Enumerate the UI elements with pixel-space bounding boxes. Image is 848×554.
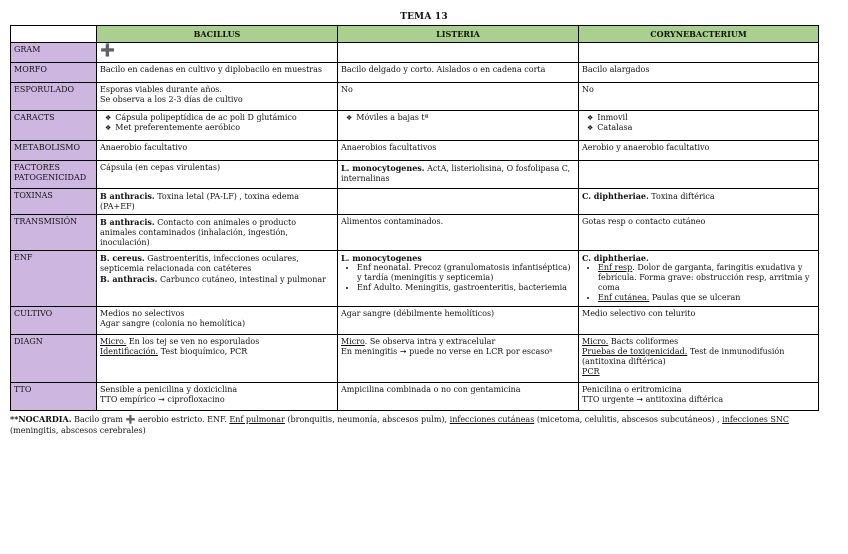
cell-gram-coryne xyxy=(579,43,819,63)
cell-transmision-bacillus: B anthracis. Contacto con animales o producto animales contaminados (inhalación, ingestión, inoculación) xyxy=(97,215,338,251)
cell-esporulado-bacillus: Esporas viables durante años. Se observa a los 2-3 días de cultivo xyxy=(97,83,338,111)
cell-tto-coryne: Penicilina o eritromicina TTO urgente ➞ antitoxina diftérica xyxy=(579,383,819,411)
cell-metabolismo-coryne: Aerobio y anaerobio facultativo xyxy=(579,141,819,161)
column-header-corynebacterium: CORYNEBACTERIUM xyxy=(579,26,819,43)
row-header-toxinas: TOXINAS xyxy=(11,189,97,215)
cell-morfo-bacillus: Bacilo en cadenas en cultivo y diplobacilo en muestras xyxy=(97,63,338,83)
cell-factores-coryne xyxy=(579,161,819,189)
cell-metabolismo-bacillus: Anaerobio facultativo xyxy=(97,141,338,161)
table-row xyxy=(11,111,819,141)
cell-caracts-listeria xyxy=(338,111,579,141)
list-item: ❖ Cápsula polipeptídica de ac poli D glutámico xyxy=(105,113,334,123)
list-item: • Enf resp. Dolor de garganta, faringitis exudativa y febrícula. Forma grave: obstrucción resp, arritmia y coma xyxy=(598,263,815,293)
table-row xyxy=(11,307,819,335)
row-header-gram: GRAM xyxy=(11,43,97,63)
row-header-transmision: TRANSMISIÓN xyxy=(11,215,97,251)
cell-enf-listeria: L. monocytogenes • Enf neonatal. Precoz (granulomatosis infantiséptica) y tardía (meningitis y septicemia) • Enf Adulto. Meningitis, gastroenteritis, bacteriemia xyxy=(338,251,579,307)
table-row xyxy=(11,161,819,189)
table-row xyxy=(11,63,819,83)
cell-toxinas-listeria xyxy=(338,189,579,215)
row-header-metabolismo: METABOLISMO xyxy=(11,141,97,161)
cell-metabolismo-listeria: Anaerobios facultativos xyxy=(338,141,579,161)
cell-caracts-bacillus xyxy=(97,111,338,141)
plus-icon: ➕ xyxy=(100,43,115,57)
table-row xyxy=(11,141,819,161)
column-header-listeria: LISTERIA xyxy=(338,26,579,43)
cell-enf-bacillus: B. cereus. Gastroenteritis, infecciones oculares, septicemia relacionada con catéteres B. anthracis. Carbunco cutáneo, intestinal y pulmonar xyxy=(97,251,338,307)
row-header-factores: FACTORES PATOGENICIDAD xyxy=(11,161,97,189)
cell-factores-listeria: L. monocytogenes. ActA, listeriolisina, O fosfolipasa C, internalinas xyxy=(338,161,579,189)
cell-morfo-coryne: Bacilo alargados xyxy=(579,63,819,83)
list-item: • Enf cutánea. Paulas que se ulceran xyxy=(598,293,815,303)
row-header-tto: TTO xyxy=(11,383,97,411)
list-item: • Enf neonatal. Precoz (granulomatosis infantiséptica) y tardía (meningitis y septicemia) xyxy=(357,263,575,283)
nocardia-note: **NOCARDIA. Bacilo gram ➕ aerobio estricto. ENF. Enf pulmonar (bronquitis, neumonía, abscesos pulm), infecciones cutáneas (micetoma, celulitis, abscesos subcutáneos) , infecciones SNC (meningitis, abscesos cerebrales) xyxy=(10,414,790,435)
cell-caracts-coryne xyxy=(579,111,819,141)
comparison-table xyxy=(10,25,819,411)
cell-tto-bacillus: Sensible a penicilina y doxiciclina TTO empírico ➞ ciprofloxacino xyxy=(97,383,338,411)
cell-morfo-listeria: Bacilo delgado y corto. Aislados o en cadena corta xyxy=(338,63,579,83)
cell-cultivo-bacillus: Medios no selectivos Agar sangre (colonia no hemolítica) xyxy=(97,307,338,335)
list-item: ❖ Met preferentemente aeróbico xyxy=(105,123,334,133)
row-header-caracts: CARACTS xyxy=(11,111,97,141)
row-header-cultivo: CULTIVO xyxy=(11,307,97,335)
cell-toxinas-bacillus: B anthracis. Toxina letal (PA-LF) , toxina edema (PA+EF) xyxy=(97,189,338,215)
cell-cultivo-coryne: Medio selectivo con telurito xyxy=(579,307,819,335)
list-item: • Enf Adulto. Meningitis, gastroenteritis, bacteriemia xyxy=(357,283,575,293)
list-item: ❖ Inmovil xyxy=(587,113,815,123)
corner-cell xyxy=(11,26,97,43)
cell-diagn-bacillus: Micro. En los tej se ven no esporulados Identificación. Test bioquímico, PCR xyxy=(97,335,338,383)
cell-transmision-listeria: Alimentos contaminados. xyxy=(338,215,579,251)
page-title: TEMA 13 xyxy=(400,12,448,22)
cell-toxinas-coryne: C. diphtheriae. Toxina diftérica xyxy=(579,189,819,215)
cell-tto-listeria: Ampicilina combinada o no con gentamicina xyxy=(338,383,579,411)
table-row xyxy=(11,83,819,111)
table-row xyxy=(11,383,819,411)
row-header-diagn: DIAGN xyxy=(11,335,97,383)
row-header-enf: ENF xyxy=(11,251,97,307)
table-row xyxy=(11,189,819,215)
table-row xyxy=(11,251,819,307)
cell-enf-coryne: C. diphtheriae. • Enf resp. Dolor de garganta, faringitis exudativa y febrícula. Forma grave: obstrucción resp, arritmia y coma • Enf cutánea. Paulas que se ulceran xyxy=(579,251,819,307)
list-item: ❖ Catalasa xyxy=(587,123,815,133)
cell-cultivo-listeria: Agar sangre (débilmente hemolíticos) xyxy=(338,307,579,335)
column-header-bacillus: BACILLUS xyxy=(97,26,338,43)
list-item: ❖ Móviles a bajas tª xyxy=(346,113,575,123)
table-row xyxy=(11,43,819,63)
cell-esporulado-coryne: No xyxy=(579,83,819,111)
cell-factores-bacillus: Cápsula (en cepas virulentas) xyxy=(97,161,338,189)
cell-diagn-listeria: Micro. Se observa intra y extracelular En meningitis ➞ puede no verse en LCR por escasoⁿ xyxy=(338,335,579,383)
header-row xyxy=(11,26,819,43)
row-header-esporulado: ESPORULADO xyxy=(11,83,97,111)
cell-diagn-coryne: Micro. Bacts coliformes Pruebas de toxigenicidad. Test de inmunodifusión (antitoxina diftérica) PCR xyxy=(579,335,819,383)
table-row xyxy=(11,335,819,383)
cell-esporulado-listeria: No xyxy=(338,83,579,111)
row-header-morfo: MORFO xyxy=(11,63,97,83)
cell-gram-bacillus xyxy=(97,43,338,63)
cell-transmision-coryne: Gotas resp o contacto cutáneo xyxy=(579,215,819,251)
cell-gram-listeria xyxy=(338,43,579,63)
table-row xyxy=(11,215,819,251)
